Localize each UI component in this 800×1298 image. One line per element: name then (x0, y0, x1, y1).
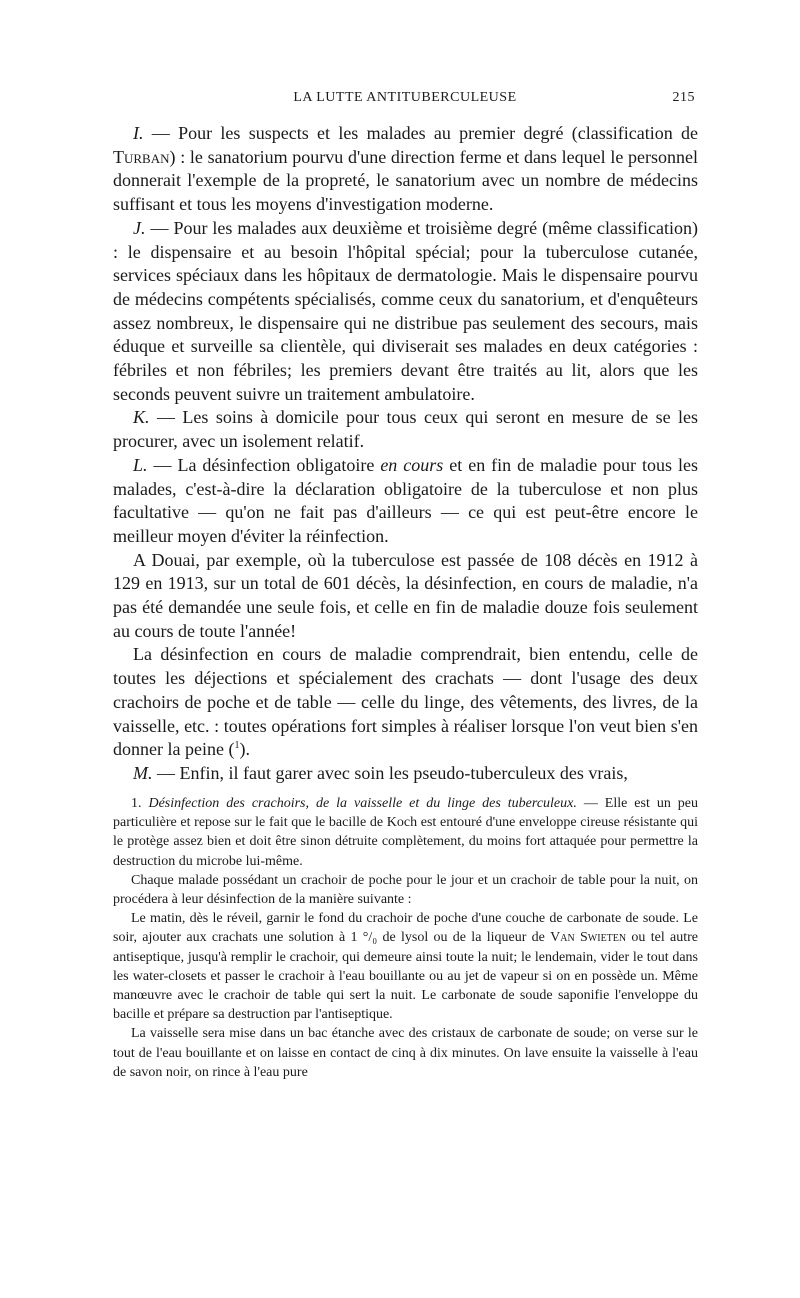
page-number: 215 (672, 90, 695, 105)
paragraph-m (113, 762, 698, 786)
author-name: Van Swieten (550, 930, 627, 946)
paragraph-l (113, 454, 698, 549)
footnote-number: 1. (131, 796, 142, 811)
paragraph-text: — La désinfection obligatoire (147, 454, 381, 475)
footnote-paragraph (113, 1024, 698, 1082)
footnote-reference[interactable]: 1 (234, 740, 240, 752)
paragraph-douai (113, 549, 698, 644)
footnote-text: Chaque malade possédant un crachoir de poche pour le jour et un crachoir de table pour la nuit, on procédera à leur désinfection de la manière suivante : (113, 872, 698, 908)
paragraph-text: et en fin de maladie pour tous les malades, c'est-à-dire la déclaration obligatoire de la tuberculose et non plus facultative — qu'on ne fait pas d'ailleurs — ce qui est peut-être encore le meilleur moyen d'éviter la réinfection. (113, 454, 698, 546)
paragraph-text: — Enfin, il faut garer avec soin les pseudo-tuberculeux des vrais, (152, 762, 628, 783)
running-header (115, 90, 695, 112)
footnote-paragraph (113, 909, 698, 1024)
footnote-title: Désinfection des crachoirs, de la vaisselle et du linge des tuberculeux. (141, 796, 577, 811)
author-name: Turban (113, 146, 170, 167)
footnotes (113, 794, 698, 1082)
paragraph-text: ) : le sanatorium pourvu d'une direction ferme et dans lequel le personnel donnerait l'exemple de la propreté, le sanatorium avec un nombre de médecins suffisant et tous les moyens d'investigation moderne. (113, 146, 698, 215)
paragraph-j (113, 217, 698, 407)
paragraph-i (113, 122, 698, 217)
footnote-text: La vaisselle sera mise dans un bac étanche avec des cristaux de carbonate de soude; on verse sur le tout de l'eau bouillante et on laisse en contact de cinq à dix minutes. On lave ensuite la vaisselle à l'eau de savon noir, on rince à l'eau pure (113, 1026, 698, 1080)
footnote-text: ou tel autre antiseptique, jusqu'à remplir le crachoir, qui demeure ainsi toute la nuit; le lendemain, vider le tout dans les water-closets et passer le crachoir à l'eau bouillante ou au jet de vapeur si on en possède un. Même manœuvre avec le crachoir de table qui sert la nuit. Le carbonate de soude saponifie l'enveloppe du bacille et prépare sa destruction par l'antiseptique. (113, 930, 698, 1023)
paragraph-marker: I. (133, 123, 144, 143)
running-title: LA LUTTE ANTITUBERCULEUSE (293, 90, 517, 105)
footnote-paragraph (113, 871, 698, 909)
paragraph-marker: L. (133, 454, 148, 475)
footnote-text: — Elle est un peu particulière et repose sur le fait que le bacille de Koch est entouré d'une enveloppe cireuse résistante qui le protège assez bien et doit être sinon détruite complètement, du moins fort attaquée pour permettre la destruction du microbe lui-même. (113, 796, 699, 869)
paragraph-text: La désinfection en cours de maladie comprendrait, bien entendu, celle de toutes les déjections et spécialement des crachats — dont l'usage des deux crachoirs de poche et de table — celle du linge, des vêtements, des livres, de la vaisselle, etc. : toutes opérations fort simples à réaliser lorsque l'on veut bien s'en donner la peine ( (113, 644, 698, 760)
footnote-1 (113, 794, 698, 871)
main-text (113, 122, 698, 786)
paragraph-text: A Douai, par exemple, où la tuberculose est passée de 108 décès en 1912 à 129 en 1913, sur un total de 601 décès, la désinfection, en cours de maladie, n'a pas été demandée une seule fois, et celle en fin de maladie douze fois seulement au cours de toute l'année! (113, 549, 698, 641)
paragraph-marker: K. (133, 407, 150, 428)
paragraph-k (113, 406, 698, 453)
paragraph-text: ). (239, 739, 250, 760)
paragraph-desinfection (113, 643, 698, 762)
paragraph-marker: M. (133, 762, 153, 783)
emphasis: en cours (380, 454, 444, 475)
footnote-text: Le matin, dès le réveil, garnir le fond du crachoir de poche d'une couche de carbonate de soude. Le soir, ajouter aux crachats une solution à 1 °/₀ de lysol ou de la liqueur de (113, 911, 698, 946)
paragraph-text: — Pour les suspects et les malades au premier degré (classification de (143, 123, 698, 143)
paragraph-text: — Les soins à domicile pour tous ceux qui seront en mesure de se les procurer, avec un isolement relatif. (113, 407, 698, 452)
paragraph-marker: J. (133, 217, 146, 238)
paragraph-text: — Pour les malades aux deuxième et troisième degré (même classification) : le dispensaire et au besoin l'hôpital spécial; pour la tuberculose cutanée, services spéciaux dans les hôpitaux de dermatologie. Mais le dispensaire pourvu de médecins compétents spécialisés, comme ceux du sanatorium, et d'enquêteurs assez nombreux, le dispensaire qui ne distribue pas seulement des secours, mais éduque et surveille sa clientèle, qui diviserait ses malades en deux catégories : fébriles et non fébriles; les premiers devant être traités au lit, alors que les seconds peuvent suivre un traitement ambulatoire. (113, 217, 698, 404)
